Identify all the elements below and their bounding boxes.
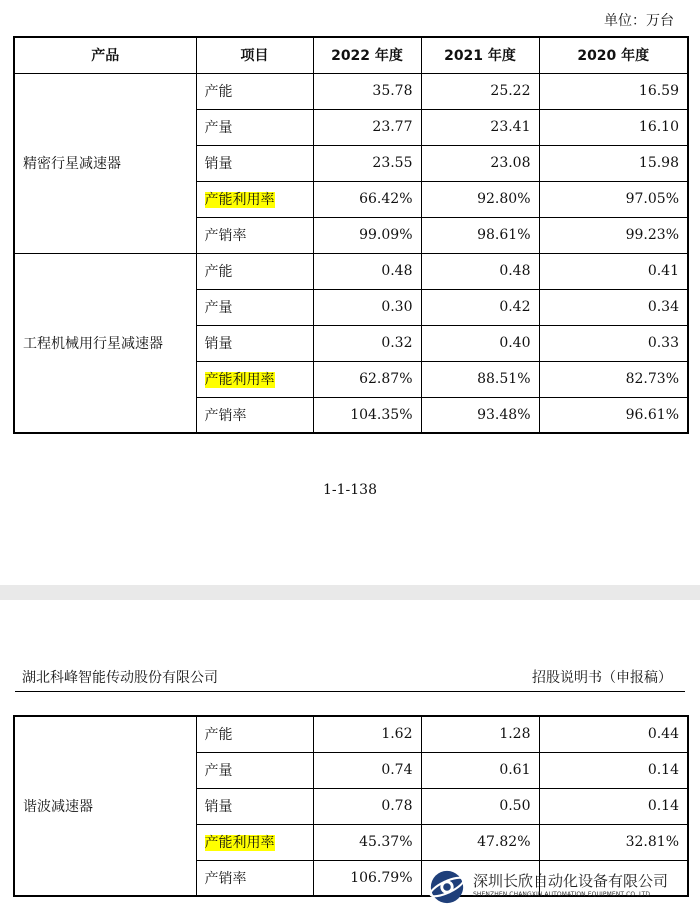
value-cell-2021: 88.51% xyxy=(421,361,539,397)
value-cell-2021: 23.08 xyxy=(421,145,539,181)
header-2022: 2022 年度 xyxy=(313,37,421,73)
item-label: 产能利用率 xyxy=(204,192,275,208)
item-cell xyxy=(196,217,313,253)
value-cell-2020: 82.73% xyxy=(539,361,688,397)
value-cell-2021: 47.82% xyxy=(421,824,539,860)
header-2020: 2020 年度 xyxy=(539,37,688,73)
value-cell-2022: 23.77 xyxy=(313,109,421,145)
header-2021: 2021 年度 xyxy=(421,37,539,73)
capacity-table-1 xyxy=(13,36,689,434)
value-cell-2021: 0.40 xyxy=(421,325,539,361)
value-cell-2020: 0.41 xyxy=(539,253,688,289)
table-header-row xyxy=(14,37,688,73)
header-product: 产品 xyxy=(14,37,196,73)
item-cell xyxy=(196,752,313,788)
item-label: 销量 xyxy=(204,336,233,352)
value-cell-2020: 16.59 xyxy=(539,73,688,109)
value-cell-2020: 0.34 xyxy=(539,289,688,325)
value-cell-2022: 23.55 xyxy=(313,145,421,181)
value-cell-2022: 104.35% xyxy=(313,397,421,433)
value-cell-2020: 0.14 xyxy=(539,788,688,824)
value-cell-2022: 0.32 xyxy=(313,325,421,361)
item-label: 销量 xyxy=(204,799,233,815)
item-cell xyxy=(196,860,313,896)
value-cell-2020: 0.14 xyxy=(539,752,688,788)
value-cell-2021: 1.28 xyxy=(421,716,539,752)
value-cell-2022: 45.37% xyxy=(313,824,421,860)
table-row xyxy=(14,716,688,752)
item-label: 产销率 xyxy=(204,407,247,424)
item-label: 产量 xyxy=(204,120,233,136)
value-cell-2021: 0.48 xyxy=(421,253,539,289)
item-label: 产能利用率 xyxy=(204,372,275,388)
item-label: 产能 xyxy=(204,727,233,744)
value-cell-2020: 0.44 xyxy=(539,716,688,752)
value-cell-2020: 15.98 xyxy=(539,145,688,181)
item-cell xyxy=(196,397,313,433)
value-cell-2021: 93.48% xyxy=(421,397,539,433)
document-type: 招股说明书（申报稿） xyxy=(532,670,672,686)
item-label: 销量 xyxy=(204,156,233,172)
value-cell-2022: 0.48 xyxy=(313,253,421,289)
company-name: 湖北科峰智能传动股份有限公司 xyxy=(22,670,218,686)
document-page-2 xyxy=(0,600,700,907)
item-cell xyxy=(196,289,313,325)
item-cell xyxy=(196,109,313,145)
planet-logo-icon xyxy=(428,868,466,906)
value-cell-2022: 0.78 xyxy=(313,788,421,824)
value-cell-2022: 35.78 xyxy=(313,73,421,109)
value-cell-2021: 92.80% xyxy=(421,181,539,217)
value-cell-2022: 1.62 xyxy=(313,716,421,752)
item-cell xyxy=(196,181,313,217)
value-cell-2022: 106.79% xyxy=(313,860,421,896)
value-cell-2022: 0.30 xyxy=(313,289,421,325)
product-name-cell: 工程机械用行星减速器 xyxy=(14,253,196,433)
value-cell-2020: 0.33 xyxy=(539,325,688,361)
value-cell-2020: 97.05% xyxy=(539,181,688,217)
header-divider xyxy=(15,691,685,692)
value-cell-2021: 25.22 xyxy=(421,73,539,109)
value-cell-2020: 96.61% xyxy=(539,397,688,433)
item-cell xyxy=(196,145,313,181)
item-cell xyxy=(196,716,313,752)
value-cell-2021: 23.41 xyxy=(421,109,539,145)
item-cell xyxy=(196,73,313,109)
item-label: 产量 xyxy=(204,300,233,316)
table-row xyxy=(14,253,688,289)
watermark-company: 深圳长欣自动化设备有限公司 xyxy=(473,872,669,890)
item-label: 产量 xyxy=(204,763,233,779)
product-name-cell: 精密行星减速器 xyxy=(14,73,196,253)
value-cell-2020: 99.23% xyxy=(539,217,688,253)
page-number: 1-1-138 xyxy=(323,482,377,498)
value-cell-2021: 0.50 xyxy=(421,788,539,824)
product-name-cell: 谐波减速器 xyxy=(14,716,196,896)
item-cell xyxy=(196,824,313,860)
unit-label: 单位：万台 xyxy=(604,13,674,29)
value-cell-2021: 0.42 xyxy=(421,289,539,325)
watermark-subtitle: SHENZHEN CHANGXIN AUTOMATION EQUIPMENT CO.,LTD xyxy=(473,891,651,898)
item-cell xyxy=(196,788,313,824)
item-cell xyxy=(196,253,313,289)
header-item: 项目 xyxy=(196,37,313,73)
value-cell-2021: 98.61% xyxy=(421,217,539,253)
item-label: 产能 xyxy=(204,84,233,100)
value-cell-2022: 62.87% xyxy=(313,361,421,397)
item-cell xyxy=(196,361,313,397)
item-label: 产销率 xyxy=(204,228,247,244)
value-cell-2022: 99.09% xyxy=(313,217,421,253)
item-label: 产能利用率 xyxy=(204,835,275,851)
watermark xyxy=(428,866,700,907)
value-cell-2022: 66.42% xyxy=(313,181,421,217)
value-cell-2022: 0.74 xyxy=(313,752,421,788)
value-cell-2020: 32.81% xyxy=(539,824,688,860)
item-cell xyxy=(196,325,313,361)
table-row xyxy=(14,73,688,109)
item-label: 产销率 xyxy=(204,870,247,887)
item-label: 产能 xyxy=(204,264,233,280)
value-cell-2020: 16.10 xyxy=(539,109,688,145)
value-cell-2021: 0.61 xyxy=(421,752,539,788)
